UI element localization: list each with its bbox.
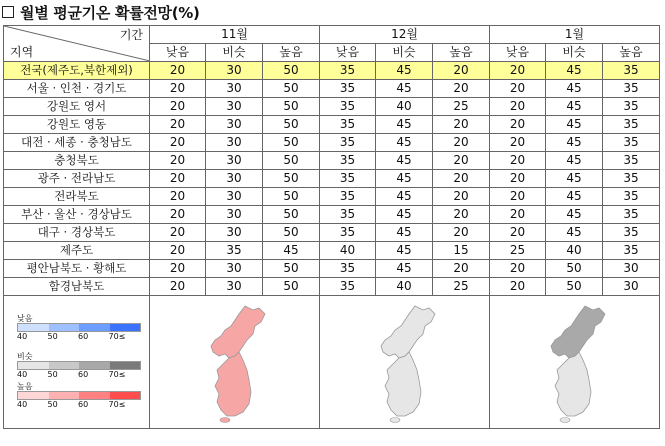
value-cell: 25 — [433, 98, 490, 116]
value-cell: 50 — [263, 62, 320, 80]
legend-swatch — [18, 324, 49, 331]
value-cell: 40 — [546, 242, 603, 260]
value-cell: 20 — [150, 98, 206, 116]
forecast-map-cell — [150, 296, 320, 429]
value-cell: 20 — [150, 278, 206, 296]
value-cell: 45 — [376, 152, 433, 170]
value-cell: 35 — [320, 188, 376, 206]
region-cell: 부산 · 울산 · 경상남도 — [4, 206, 150, 224]
region-cell: 강원도 영동 — [4, 116, 150, 134]
value-cell: 20 — [490, 98, 546, 116]
region-cell: 서울 · 인천 · 경기도 — [4, 80, 150, 98]
value-cell: 20 — [150, 116, 206, 134]
value-cell: 35 — [603, 242, 660, 260]
legend-label: 낮음 — [17, 314, 33, 323]
value-cell: 30 — [206, 134, 263, 152]
value-cell: 20 — [150, 188, 206, 206]
legend-color-bar — [17, 323, 141, 332]
checkbox-icon — [2, 6, 14, 18]
value-cell: 50 — [263, 224, 320, 242]
value-cell: 50 — [263, 188, 320, 206]
value-cell: 35 — [320, 134, 376, 152]
value-cell: 45 — [546, 152, 603, 170]
south-region — [555, 352, 591, 416]
value-cell: 35 — [320, 98, 376, 116]
value-cell: 20 — [433, 260, 490, 278]
value-cell: 20 — [150, 62, 206, 80]
value-cell: 45 — [546, 62, 603, 80]
table-row — [4, 224, 660, 242]
category-header: 낮음 — [490, 44, 546, 62]
legend-tick: 50 — [47, 370, 58, 379]
value-cell: 30 — [206, 80, 263, 98]
value-cell: 35 — [320, 80, 376, 98]
value-cell: 35 — [603, 62, 660, 80]
legend-ticks — [17, 370, 139, 379]
table-row — [4, 152, 660, 170]
value-cell: 50 — [546, 260, 603, 278]
value-cell: 35 — [603, 134, 660, 152]
legend-swatch — [18, 362, 49, 369]
value-cell: 50 — [263, 116, 320, 134]
value-cell: 20 — [433, 224, 490, 242]
jeju-island — [390, 418, 400, 423]
jeju-island — [220, 418, 230, 423]
legend-tick: 60 — [78, 370, 89, 379]
region-cell: 강원도 영서 — [4, 98, 150, 116]
table-row — [4, 278, 660, 296]
value-cell: 35 — [603, 98, 660, 116]
value-cell: 40 — [376, 278, 433, 296]
legend-ticks — [17, 332, 139, 341]
legend-tick: 50 — [47, 400, 58, 409]
value-cell: 35 — [603, 188, 660, 206]
value-cell: 35 — [320, 224, 376, 242]
value-cell: 20 — [150, 224, 206, 242]
title-text: 월별 평균기온 확률전망(%) — [20, 3, 200, 22]
legend — [4, 296, 149, 428]
legend-tick: 60 — [78, 332, 89, 341]
value-cell: 45 — [376, 224, 433, 242]
value-cell: 30 — [206, 116, 263, 134]
value-cell: 20 — [490, 134, 546, 152]
value-cell: 45 — [376, 116, 433, 134]
value-cell: 20 — [150, 242, 206, 260]
value-cell: 20 — [150, 134, 206, 152]
table-row — [4, 242, 660, 260]
value-cell: 15 — [433, 242, 490, 260]
legend-swatch — [110, 362, 141, 369]
value-cell: 20 — [150, 80, 206, 98]
value-cell: 35 — [603, 170, 660, 188]
table-row — [4, 62, 660, 80]
legend-swatch — [49, 324, 80, 331]
legend-swatch — [110, 324, 141, 331]
value-cell: 20 — [490, 224, 546, 242]
value-cell: 20 — [490, 116, 546, 134]
region-cell: 대구 · 경상북도 — [4, 224, 150, 242]
legend-swatch — [49, 362, 80, 369]
table-row — [4, 188, 660, 206]
north-region — [381, 306, 435, 358]
value-cell: 35 — [320, 260, 376, 278]
legend-tick: 60 — [78, 400, 89, 409]
value-cell: 20 — [433, 188, 490, 206]
north-region — [551, 306, 605, 358]
value-cell: 35 — [603, 80, 660, 98]
value-cell: 45 — [546, 170, 603, 188]
value-cell: 20 — [433, 116, 490, 134]
value-cell: 35 — [320, 116, 376, 134]
north-region — [211, 306, 265, 358]
value-cell: 50 — [263, 152, 320, 170]
forecast-table — [3, 25, 660, 429]
page-title — [2, 1, 200, 23]
value-cell: 20 — [490, 80, 546, 98]
value-cell: 30 — [206, 62, 263, 80]
forecast-map-cell — [320, 296, 490, 429]
value-cell: 20 — [150, 206, 206, 224]
value-cell: 50 — [263, 260, 320, 278]
category-header: 높음 — [263, 44, 320, 62]
legend-swatch — [79, 392, 110, 399]
legend-group — [17, 382, 141, 409]
table-row — [4, 98, 660, 116]
value-cell: 30 — [206, 170, 263, 188]
table-row — [4, 80, 660, 98]
legend-color-bar — [17, 391, 141, 400]
legend-tick: 40 — [17, 400, 28, 409]
value-cell: 30 — [206, 206, 263, 224]
legend-swatch — [79, 324, 110, 331]
forecast-map-cell — [490, 296, 660, 429]
month-header: 1월 — [490, 26, 660, 44]
value-cell: 30 — [206, 278, 263, 296]
value-cell: 45 — [546, 116, 603, 134]
value-cell: 20 — [150, 152, 206, 170]
value-cell: 35 — [320, 278, 376, 296]
value-cell: 20 — [433, 134, 490, 152]
legend-tick: 70≤ — [108, 400, 126, 409]
category-header: 비슷 — [376, 44, 433, 62]
region-cell: 함경남북도 — [4, 278, 150, 296]
value-cell: 20 — [490, 260, 546, 278]
value-cell: 20 — [150, 260, 206, 278]
legend-label: 높음 — [17, 382, 33, 391]
legend-tick: 40 — [17, 370, 28, 379]
value-cell: 20 — [433, 62, 490, 80]
region-cell: 평안남북도 · 황해도 — [4, 260, 150, 278]
legend-tick: 40 — [17, 332, 28, 341]
legend-swatch — [110, 392, 141, 399]
legend-swatch — [18, 392, 49, 399]
value-cell: 30 — [603, 278, 660, 296]
region-cell: 제주도 — [4, 242, 150, 260]
value-cell: 20 — [433, 170, 490, 188]
value-cell: 50 — [263, 170, 320, 188]
value-cell: 30 — [206, 260, 263, 278]
period-label: 기간 — [119, 28, 143, 42]
value-cell: 25 — [490, 242, 546, 260]
legend-group — [17, 352, 141, 379]
value-cell: 35 — [320, 62, 376, 80]
value-cell: 45 — [376, 170, 433, 188]
value-cell: 30 — [603, 260, 660, 278]
korea-map — [185, 300, 285, 424]
value-cell: 50 — [263, 278, 320, 296]
table-row — [4, 206, 660, 224]
legend-tick: 70≤ — [108, 370, 126, 379]
value-cell: 50 — [263, 80, 320, 98]
value-cell: 45 — [376, 62, 433, 80]
table-row — [4, 170, 660, 188]
legend-color-bar — [17, 361, 141, 370]
value-cell: 50 — [263, 206, 320, 224]
category-header: 비슷 — [546, 44, 603, 62]
month-header: 12월 — [320, 26, 490, 44]
value-cell: 45 — [376, 188, 433, 206]
value-cell: 45 — [546, 206, 603, 224]
value-cell: 20 — [433, 206, 490, 224]
jeju-island — [560, 418, 570, 423]
map-row — [4, 296, 660, 429]
value-cell: 45 — [376, 206, 433, 224]
legend-group — [17, 314, 141, 341]
value-cell: 35 — [603, 224, 660, 242]
value-cell: 25 — [433, 278, 490, 296]
value-cell: 45 — [546, 98, 603, 116]
table-row — [4, 260, 660, 278]
legend-tick: 50 — [47, 332, 58, 341]
value-cell: 30 — [206, 224, 263, 242]
value-cell: 35 — [320, 170, 376, 188]
value-cell: 30 — [206, 152, 263, 170]
value-cell: 35 — [320, 152, 376, 170]
value-cell: 35 — [603, 116, 660, 134]
category-header: 높음 — [603, 44, 660, 62]
value-cell: 50 — [263, 98, 320, 116]
region-cell: 전국(제주도,북한제외) — [4, 62, 150, 80]
region-cell: 충청북도 — [4, 152, 150, 170]
category-header: 높음 — [433, 44, 490, 62]
korea-map — [525, 300, 625, 424]
south-region — [385, 352, 421, 416]
table-row — [4, 116, 660, 134]
value-cell: 20 — [490, 170, 546, 188]
value-cell: 20 — [433, 80, 490, 98]
region-label: 지역 — [10, 45, 34, 59]
value-cell: 30 — [206, 188, 263, 206]
value-cell: 20 — [490, 62, 546, 80]
value-cell: 45 — [263, 242, 320, 260]
region-cell: 대전 · 세종 · 충청남도 — [4, 134, 150, 152]
legend-tick: 70≤ — [108, 332, 126, 341]
value-cell: 20 — [490, 278, 546, 296]
category-header: 낮음 — [150, 44, 206, 62]
legend-swatch — [79, 362, 110, 369]
region-cell: 전라북도 — [4, 188, 150, 206]
legend-cell — [4, 296, 150, 429]
region-cell: 광주 · 전라남도 — [4, 170, 150, 188]
category-header: 낮음 — [320, 44, 376, 62]
value-cell: 35 — [206, 242, 263, 260]
value-cell: 20 — [490, 188, 546, 206]
diagonal-header-cell — [4, 26, 150, 62]
legend-ticks — [17, 400, 139, 409]
value-cell: 20 — [490, 152, 546, 170]
value-cell: 30 — [206, 98, 263, 116]
table-row — [4, 134, 660, 152]
value-cell: 40 — [376, 98, 433, 116]
value-cell: 45 — [546, 80, 603, 98]
value-cell: 45 — [376, 134, 433, 152]
value-cell: 35 — [603, 152, 660, 170]
value-cell: 45 — [376, 260, 433, 278]
south-region — [215, 352, 251, 416]
value-cell: 20 — [490, 206, 546, 224]
value-cell: 20 — [433, 152, 490, 170]
value-cell: 50 — [546, 278, 603, 296]
value-cell: 35 — [603, 206, 660, 224]
value-cell: 50 — [263, 134, 320, 152]
value-cell: 45 — [376, 80, 433, 98]
month-header: 11월 — [150, 26, 320, 44]
legend-label: 비슷 — [17, 352, 33, 361]
value-cell: 45 — [546, 224, 603, 242]
legend-swatch — [49, 392, 80, 399]
value-cell: 20 — [150, 170, 206, 188]
value-cell: 45 — [546, 134, 603, 152]
value-cell: 45 — [546, 188, 603, 206]
value-cell: 35 — [320, 206, 376, 224]
category-header: 비슷 — [206, 44, 263, 62]
value-cell: 40 — [320, 242, 376, 260]
value-cell: 45 — [376, 242, 433, 260]
korea-map — [355, 300, 455, 424]
